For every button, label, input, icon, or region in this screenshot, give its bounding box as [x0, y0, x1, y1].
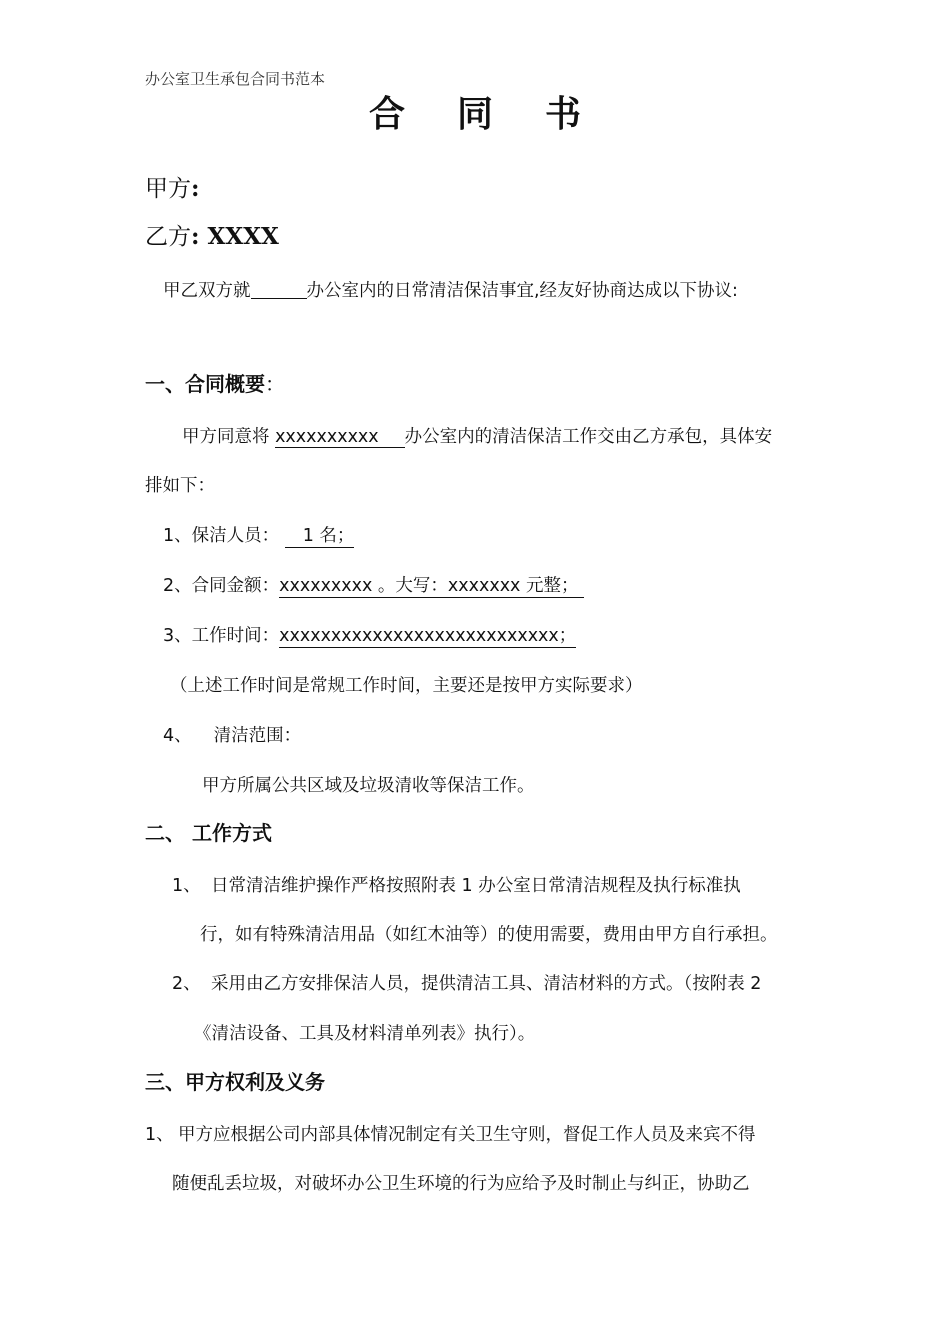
party-a-line: 甲方: — [145, 175, 200, 202]
party-b-label: 乙方 — [145, 224, 191, 250]
section-2-item-1-line-2: 行，如有特殊清洁用品（如红木油等）的使用需要，费用由甲方自行承担。 — [200, 925, 778, 945]
party-a-label: 甲方 — [145, 176, 191, 202]
section-3-item-1-line-2: 随便乱丢垃圾，对破坏办公卫生环境的行为应给予及时制止与纠正，协助乙 — [172, 1174, 750, 1194]
section-2-item-2-num: 2、 — [172, 974, 201, 994]
section-3-item-1-num: 1、 — [145, 1125, 174, 1145]
party-b-line: 乙方: XXXX — [145, 223, 279, 250]
section-3-heading: 三、甲方权利及义务 — [145, 1070, 325, 1094]
item-working-hours: 3、工作时间：xxxxxxxxxxxxxxxxxxxxxxxxxxx； — [163, 622, 576, 648]
amount-field: xxxxxxxxx 。大写：xxxxxxx 元整； — [279, 572, 584, 598]
section-1-paragraph-cont: 排如下： — [145, 476, 215, 496]
working-hours-note: （上述工作时间是常规工作时间，主要还是按甲方实际要求） — [170, 676, 643, 696]
item-contract-amount: 2、合同金额：xxxxxxxxx 。大写：xxxxxxx 元整； — [163, 572, 584, 598]
cleaning-scope-text: 甲方所属公共区域及垃圾清收等保洁工作。 — [202, 776, 535, 796]
document-title: 合同书 — [368, 94, 633, 135]
section-2-item-2-line-2: 《清洁设备、工具及材料清单列表》执行）。 — [194, 1024, 536, 1044]
item-cleaning-staff: 1、保洁人员： 1 名； — [163, 522, 354, 548]
section-2-item-1-num: 1、 — [172, 876, 201, 896]
section-2-heading: 二、 工作方式 — [145, 821, 272, 845]
party-b-value: XXXX — [207, 223, 279, 250]
hours-field: xxxxxxxxxxxxxxxxxxxxxxxxxxx； — [279, 622, 576, 648]
section-3-item-1-line-1: 甲方应根据公司内部具体情况制定有关卫生守则，督促工作人员及来宾不得 — [178, 1125, 756, 1145]
blank-underline — [251, 280, 307, 299]
intro-paragraph: 甲乙双方就 办公室内的日常清洁保洁事宜,经友好协商达成以下协议: — [163, 281, 738, 301]
page-header: 办公室卫生承包合同书范本 — [145, 70, 326, 88]
staff-count-field: 1 名； — [285, 522, 355, 548]
section-1-paragraph: 甲方同意将 xxxxxxxxxx 办公室内的清洁保洁工作交由乙方承包，具体安 — [182, 427, 773, 447]
office-name-field: xxxxxxxxxx — [275, 427, 405, 448]
section-1-heading: 一、合同概要： — [145, 372, 285, 396]
section-2-item-1-line-1: 日常清洁维护操作严格按照附表 1 办公室日常清洁规程及执行标准执 — [211, 876, 741, 896]
section-2-item-2-line-1: 采用由乙方安排保洁人员，提供清洁工具、清洁材料的方式。（按附表 2 — [211, 974, 762, 994]
item-cleaning-scope: 4、 清洁范围： — [163, 726, 302, 746]
